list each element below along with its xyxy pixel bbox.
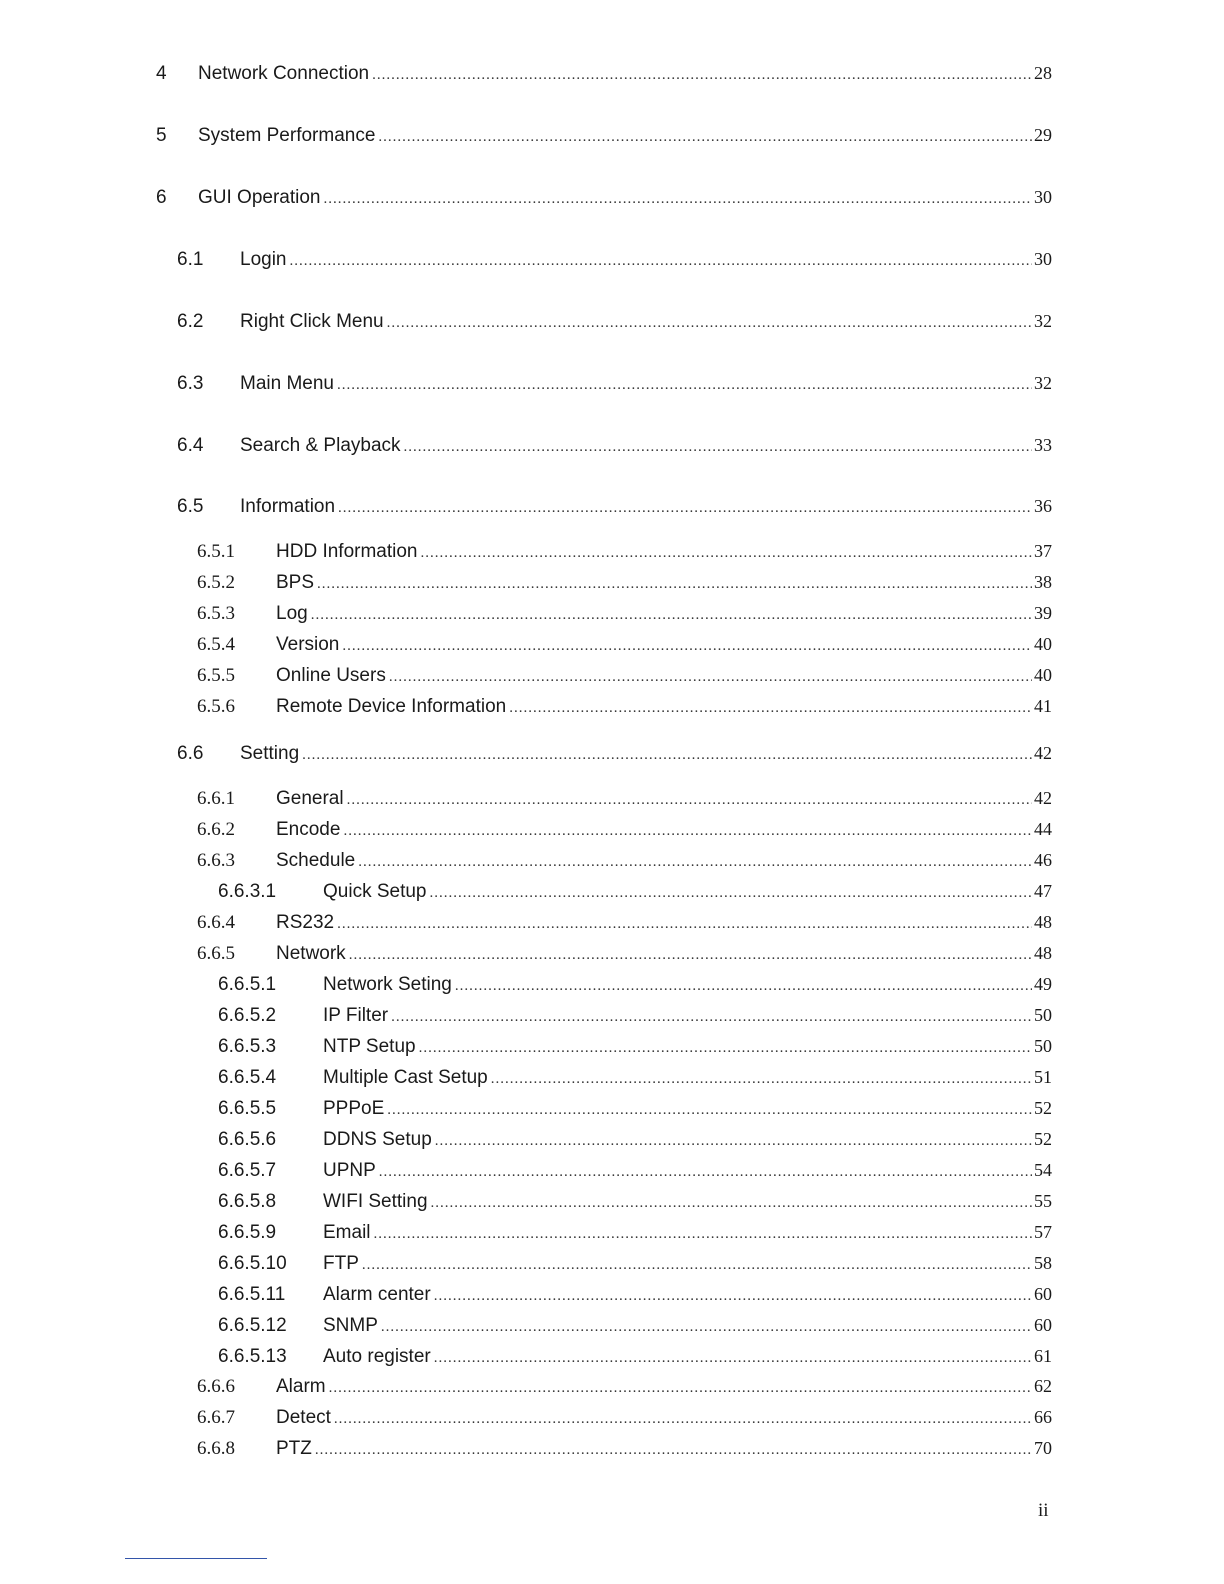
dot-leader [491, 1064, 1032, 1094]
toc-page-number: 48 [1034, 943, 1052, 963]
toc-page-number: 30 [1034, 187, 1052, 207]
toc-page-number: 30 [1034, 249, 1052, 269]
dot-leader [315, 1435, 1032, 1465]
toc-entry[interactable] [197, 845, 1052, 875]
dot-leader [404, 432, 1032, 462]
toc-number: 6.6.5.3 [218, 1036, 277, 1057]
toc-entry[interactable] [197, 1433, 1052, 1463]
toc-entry[interactable] [177, 738, 1052, 768]
toc-entry[interactable] [218, 876, 1052, 906]
toc-entry[interactable] [156, 182, 1052, 212]
toc-page-number: 42 [1034, 788, 1052, 808]
toc-title: DDNS Setup [323, 1129, 432, 1150]
toc-number: 6.5.3 [197, 603, 235, 624]
toc-title: General [276, 788, 344, 809]
dot-leader [324, 184, 1033, 214]
toc-title: Online Users [276, 665, 386, 686]
toc-number: 6.6.3.1 [218, 881, 277, 902]
dot-leader [435, 1126, 1032, 1156]
toc-number: 6.6.5 [197, 943, 235, 964]
dot-leader [290, 246, 1033, 276]
toc-title: Schedule [276, 850, 356, 871]
toc-number: 4 [156, 63, 167, 84]
toc-title: UPNP [323, 1160, 376, 1181]
toc-entry[interactable] [197, 660, 1052, 690]
toc-entry[interactable] [197, 814, 1052, 844]
toc-entry[interactable] [218, 1248, 1052, 1278]
toc-page-number: 44 [1034, 819, 1052, 839]
dot-leader [337, 370, 1032, 400]
dot-leader [389, 662, 1032, 692]
toc-title: Information [240, 496, 336, 517]
toc-title: Network Seting [323, 974, 452, 995]
toc-title: Right Click Menu [240, 311, 384, 332]
dot-leader [391, 1002, 1032, 1032]
toc-number: 6.6.1 [197, 788, 235, 809]
toc-title: FTP [323, 1253, 359, 1274]
toc-page-number: 52 [1034, 1129, 1052, 1149]
toc-number: 6.6.6 [197, 1376, 235, 1397]
toc-page-number: 57 [1034, 1222, 1052, 1242]
toc-page-number: 60 [1034, 1315, 1052, 1335]
toc-entry[interactable] [218, 1217, 1052, 1247]
toc-page-number: 40 [1034, 634, 1052, 654]
toc-number: 6.6.5.11 [218, 1284, 286, 1305]
dot-leader [337, 909, 1032, 939]
dot-leader [349, 940, 1032, 970]
toc-title: Main Menu [240, 373, 334, 394]
toc-number: 6.6.5.4 [218, 1067, 277, 1088]
dot-leader [434, 1281, 1032, 1311]
toc-title: Email [323, 1222, 371, 1243]
toc-number: 6.6.5.13 [218, 1346, 287, 1367]
toc-page-number: 48 [1034, 912, 1052, 932]
toc-number: 6.4 [177, 435, 204, 456]
toc-number: 6.6.3 [197, 850, 235, 871]
toc-entry[interactable] [197, 1371, 1052, 1401]
footnote-divider [125, 1558, 267, 1559]
dot-leader [343, 816, 1032, 846]
page-folio: ii [1038, 1500, 1049, 1521]
toc-title: PTZ [276, 1438, 312, 1459]
dot-leader [358, 847, 1032, 877]
dot-leader [338, 493, 1032, 523]
toc-entry[interactable] [177, 244, 1052, 274]
toc-title: Alarm [276, 1376, 326, 1397]
toc-entry[interactable] [218, 1310, 1052, 1340]
toc-title: PPPoE [323, 1098, 385, 1119]
toc-page-number: 47 [1034, 881, 1052, 901]
toc-page-number: 38 [1034, 572, 1052, 592]
toc-entry[interactable] [197, 938, 1052, 968]
toc-entry[interactable] [156, 58, 1052, 88]
toc-entry[interactable] [218, 969, 1052, 999]
toc-number: 5 [156, 125, 167, 146]
toc-number: 6.6.8 [197, 1438, 235, 1459]
toc-number: 6.6.5.12 [218, 1315, 287, 1336]
dot-leader [430, 878, 1033, 908]
toc-page-number: 70 [1034, 1438, 1052, 1458]
dot-leader [334, 1404, 1032, 1434]
toc-title: WIFI Setting [323, 1191, 428, 1212]
toc-number: 6.6.5.2 [218, 1005, 277, 1026]
toc-number: 6.3 [177, 373, 204, 394]
toc-title: System Performance [198, 125, 376, 146]
toc-title: IP Filter [323, 1005, 389, 1026]
toc-entry[interactable] [177, 430, 1052, 460]
dot-leader [381, 1312, 1032, 1342]
toc-entry[interactable] [218, 1093, 1052, 1123]
toc-page-number: 66 [1034, 1407, 1052, 1427]
toc-title: Search & Playback [240, 435, 401, 456]
toc-page-number: 55 [1034, 1191, 1052, 1211]
toc-title: Alarm center [323, 1284, 431, 1305]
toc-page-number: 32 [1034, 311, 1052, 331]
toc-title: Quick Setup [323, 881, 427, 902]
toc-entry[interactable] [218, 1341, 1052, 1371]
dot-leader [387, 1095, 1032, 1125]
toc-page-number: 39 [1034, 603, 1052, 623]
toc-page-number: 60 [1034, 1284, 1052, 1304]
toc-page-number: 54 [1034, 1160, 1052, 1180]
toc-title: Encode [276, 819, 341, 840]
toc-entry[interactable] [197, 567, 1052, 597]
toc-title: Remote Device Information [276, 696, 507, 717]
toc-entry[interactable] [197, 629, 1052, 659]
toc-title: Detect [276, 1407, 331, 1428]
toc-title: BPS [276, 572, 315, 593]
toc-entry[interactable] [218, 1186, 1052, 1216]
toc-number: 6.6.2 [197, 819, 235, 840]
dot-leader [455, 971, 1032, 1001]
toc-number: 6.5.2 [197, 572, 235, 593]
toc-number: 6.5.4 [197, 634, 235, 655]
dot-leader [329, 1373, 1032, 1403]
toc-page-number: 40 [1034, 665, 1052, 685]
toc-page-number: 50 [1034, 1036, 1052, 1056]
toc-entry[interactable] [218, 1062, 1052, 1092]
toc-page-number: 52 [1034, 1098, 1052, 1118]
toc-title: Version [276, 634, 340, 655]
toc-number: 6.6.5.9 [218, 1222, 277, 1243]
toc-number: 6.6.5.6 [218, 1129, 277, 1150]
toc-title: Auto register [323, 1346, 431, 1367]
toc-entry[interactable] [218, 1279, 1052, 1309]
toc-number: 6.1 [177, 249, 204, 270]
toc-entry[interactable] [156, 120, 1052, 150]
toc-number: 6.6 [177, 743, 204, 764]
toc-entry[interactable] [197, 907, 1052, 937]
toc-page-number: 33 [1034, 435, 1052, 455]
toc-entry[interactable] [218, 1155, 1052, 1185]
toc-page-number: 62 [1034, 1376, 1052, 1396]
toc-number: 6.6.5.8 [218, 1191, 277, 1212]
toc-number: 6.6.5.1 [218, 974, 277, 995]
toc-title: Log [276, 603, 308, 624]
dot-leader [378, 122, 1032, 152]
toc-entry[interactable] [218, 1000, 1052, 1030]
toc-entry[interactable] [177, 491, 1052, 521]
toc-page-number: 32 [1034, 373, 1052, 393]
toc-title: GUI Operation [198, 187, 321, 208]
toc-page-number: 29 [1034, 125, 1052, 145]
toc-entry[interactable] [218, 1031, 1052, 1061]
toc-title: Login [240, 249, 287, 270]
toc-page-number: 50 [1034, 1005, 1052, 1025]
dot-leader [387, 308, 1032, 338]
dot-leader [431, 1188, 1032, 1218]
toc-entry[interactable] [197, 783, 1052, 813]
toc-number: 6.6.5.10 [218, 1253, 287, 1274]
dot-leader [509, 693, 1032, 723]
toc-title: Network [276, 943, 346, 964]
toc-page-number: 41 [1034, 696, 1052, 716]
toc-title: Setting [240, 743, 300, 764]
toc-page-number: 58 [1034, 1253, 1052, 1273]
toc-page-number: 51 [1034, 1067, 1052, 1087]
toc-number: 6.5.6 [197, 696, 235, 717]
toc-number: 6.6.4 [197, 912, 235, 933]
toc-page-number: 61 [1034, 1346, 1052, 1366]
dot-leader [374, 1219, 1032, 1249]
toc-title: NTP Setup [323, 1036, 416, 1057]
toc-number: 6.6.7 [197, 1407, 235, 1428]
toc-number: 6.6.5.5 [218, 1098, 277, 1119]
toc-page-number: 36 [1034, 496, 1052, 516]
dot-leader [311, 600, 1032, 630]
toc-title: HDD Information [276, 541, 418, 562]
dot-leader [362, 1250, 1032, 1280]
dot-leader [372, 60, 1032, 90]
toc-entry[interactable] [197, 691, 1052, 721]
toc-number: 6.6.5.7 [218, 1160, 277, 1181]
toc-entry[interactable] [197, 1402, 1052, 1432]
dot-leader [347, 785, 1032, 815]
toc-title: RS232 [276, 912, 335, 933]
toc-page-number: 42 [1034, 743, 1052, 763]
toc-entry[interactable] [197, 598, 1052, 628]
toc-number: 6.5 [177, 496, 204, 517]
toc-entry[interactable] [197, 536, 1052, 566]
toc-page-number: 37 [1034, 541, 1052, 561]
dot-leader [302, 740, 1032, 770]
toc-number: 6.5.1 [197, 541, 235, 562]
toc-page-number: 28 [1034, 63, 1052, 83]
dot-leader [419, 1033, 1032, 1063]
toc-entry[interactable] [177, 368, 1052, 398]
dot-leader [421, 538, 1033, 568]
toc-entry[interactable] [177, 306, 1052, 336]
toc-page-number: 46 [1034, 850, 1052, 870]
dot-leader [317, 569, 1032, 599]
toc-number: 6.2 [177, 311, 204, 332]
dot-leader [342, 631, 1032, 661]
dot-leader [434, 1343, 1032, 1373]
toc-number: 6 [156, 187, 167, 208]
dot-leader [379, 1157, 1032, 1187]
toc-title: SNMP [323, 1315, 378, 1336]
toc-title: Network Connection [198, 63, 370, 84]
toc-entry[interactable] [218, 1124, 1052, 1154]
toc-title: Multiple Cast Setup [323, 1067, 488, 1088]
toc-page-number: 49 [1034, 974, 1052, 994]
toc-number: 6.5.5 [197, 665, 235, 686]
